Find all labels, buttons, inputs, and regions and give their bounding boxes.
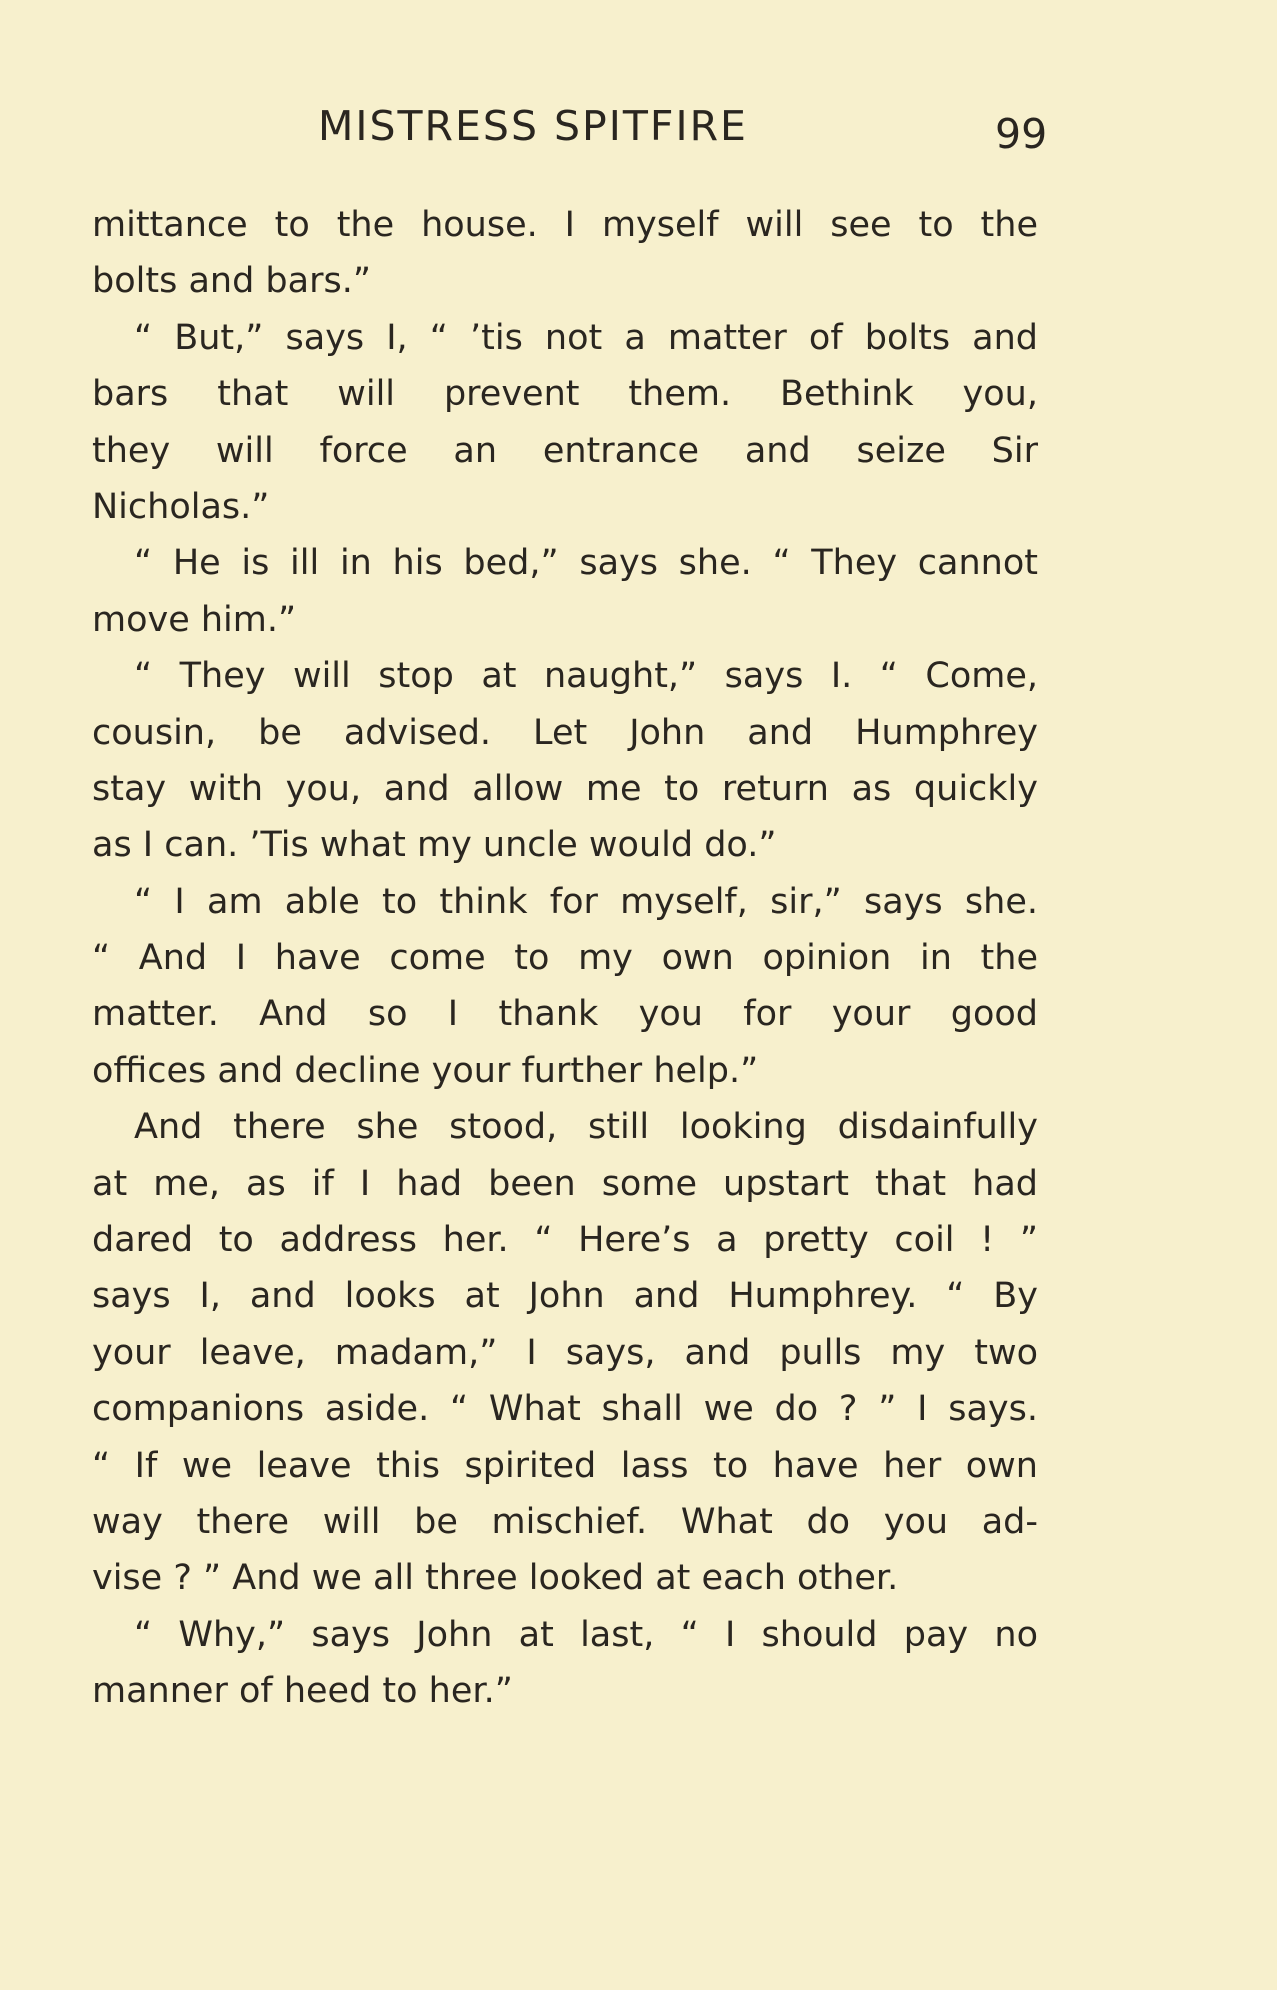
- text-line: “ If we leave this spirited lass to have her own: [92, 1445, 1038, 1486]
- text-line: bolts and bars.”: [92, 261, 371, 302]
- text-line: And there she stood, still looking disdainfully: [134, 1107, 1038, 1148]
- text-line: vise ? ” And we all three looked at each other.: [92, 1558, 899, 1599]
- running-head: [0, 100, 1277, 160]
- text-line: “ And I have come to my own opinion in the: [92, 938, 1038, 979]
- text-line: cousin, be advised. Let John and Humphrey: [92, 712, 1038, 753]
- text-line: they will force an entrance and seize Sir: [92, 430, 1038, 471]
- text-line: “ They will stop at naught,” says I. “ Come,: [134, 656, 1038, 697]
- text-line: companions aside. “ What shall we do ? ” I says.: [92, 1389, 1038, 1430]
- page-number: 99: [995, 110, 1048, 158]
- text-line: “ I am able to think for myself, sir,” says she.: [134, 881, 1038, 922]
- text-line: “ But,” says I, “ ’tis not a matter of bolts and: [134, 317, 1038, 358]
- text-line: “ Why,” says John at last, “ I should pay no: [134, 1614, 1038, 1655]
- body-text: [92, 197, 1038, 1720]
- text-line: says I, and looks at John and Humphrey. “ By: [92, 1276, 1038, 1317]
- text-line: stay with you, and allow me to return as quickly: [92, 768, 1038, 809]
- running-title: MISTRESS SPITFIRE: [318, 102, 748, 150]
- text-line: as I can. ’Tis what my uncle would do.”: [92, 825, 777, 866]
- text-line: move him.”: [92, 599, 297, 640]
- text-line: offices and decline your further help.”: [92, 1050, 759, 1091]
- text-line: your leave, madam,” I says, and pulls my two: [92, 1332, 1038, 1373]
- text-line: way there will be mischief. What do you ad-: [92, 1501, 1038, 1542]
- text-line: mittance to the house. I myself will see to the: [92, 205, 1038, 245]
- text-line: bars that will prevent them. Bethink you,: [92, 374, 1038, 415]
- text-line: at me, as if I had been some upstart that had: [92, 1163, 1038, 1204]
- text-line: manner of heed to her.”: [92, 1671, 513, 1712]
- text-line: matter. And so I thank you for your good: [92, 994, 1038, 1035]
- text-line: Nicholas.”: [92, 486, 270, 527]
- text-line: “ He is ill in his bed,” says she. “ They cannot: [134, 543, 1038, 584]
- text-line: dared to address her. “ Here’s a pretty coil ! ”: [92, 1220, 1038, 1261]
